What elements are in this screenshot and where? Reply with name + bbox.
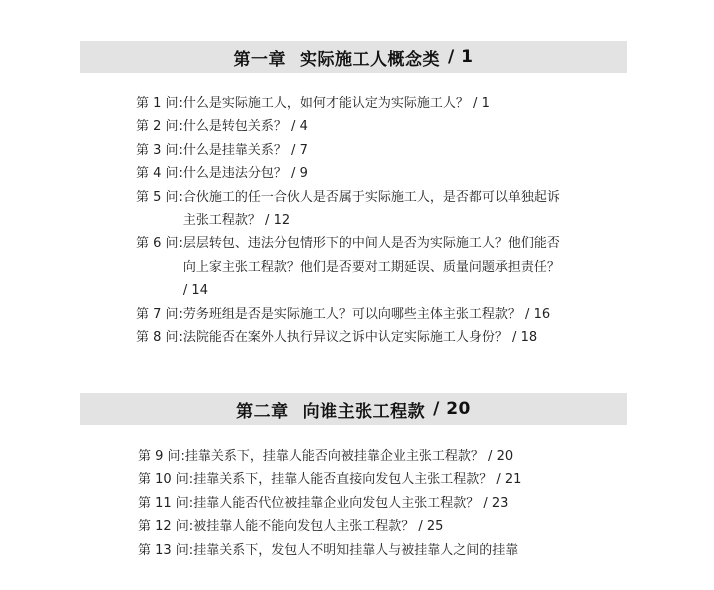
- toc-entry-number: 第 10 问:: [138, 472, 194, 488]
- toc-entry-text: 层层转包、违法分包情形下的中间人是否为实际施工人？他们能否向上家主张工程款？他们是否要对工期延误、质量问题承担责任？ / 14: [182, 236, 560, 299]
- chapter-1-prefix: 第一章: [233, 49, 287, 70]
- toc-entry-q10[interactable]: [138, 468, 598, 491]
- toc-entry-number: 第 4 问:: [136, 166, 183, 182]
- toc-entry-q2[interactable]: [136, 115, 596, 138]
- toc-entry-q13[interactable]: [138, 539, 598, 562]
- toc-entry-number: 第 13 问:: [138, 542, 194, 558]
- toc-entry-q11[interactable]: [138, 492, 598, 515]
- toc-entry-text: 法院能否在案外人执行异议之诉中认定实际施工人身份？ / 18: [182, 330, 538, 346]
- toc-entry-text: 什么是挂靠关系？ / 7: [182, 142, 308, 158]
- chapter-2-page: / 20: [433, 399, 471, 419]
- toc-entry-text: 劳务班组是否是实际施工人？可以向哪些主体主张工程款？ / 16: [182, 306, 551, 322]
- toc-entry-number: 第 12 问:: [138, 519, 194, 535]
- toc-entry-number: 第 8 问:: [136, 330, 183, 346]
- chapter-1-title: 实际施工人概念类: [300, 49, 441, 70]
- toc-entry-q4[interactable]: [136, 162, 596, 185]
- chapter-2-prefix: 第二章: [236, 401, 289, 422]
- chapter-1-page: / 1: [448, 47, 474, 67]
- toc-entry-number: 第 2 问:: [136, 119, 183, 135]
- toc-entry-text: 挂靠关系下，发包人不明知挂靠人与被挂靠人之间的挂靠: [193, 542, 519, 558]
- toc-entry-q8[interactable]: [136, 326, 596, 349]
- toc-entry-text: 被挂靠人能不能向发包人主张工程款？ / 25: [193, 519, 444, 535]
- toc-entry-text: 什么是转包关系？ / 4: [182, 119, 308, 135]
- toc-entry-number: 第 3 问:: [136, 142, 183, 158]
- toc-entry-text: 什么是违法分包？ / 9: [182, 166, 308, 182]
- toc-entry-number: 第 6 问:: [136, 236, 183, 252]
- toc-entry-q12[interactable]: [138, 515, 598, 538]
- toc-entry-text: 合伙施工的任一合伙人是否属于实际施工人，是否都可以单独起诉主张工程款？ / 12: [182, 189, 560, 229]
- toc-entry-number: 第 11 问:: [138, 495, 194, 511]
- toc-entry-number: 第 9 问:: [138, 449, 185, 464]
- toc-entry-q9[interactable]: [138, 445, 598, 468]
- toc-entry-q5[interactable]: [136, 186, 596, 233]
- toc-entry-number: 第 7 问:: [136, 306, 183, 322]
- toc-entry-text: 挂靠关系下，挂靠人能否直接向发包人主张工程款？ / 21: [193, 472, 522, 488]
- toc-entry-q6[interactable]: [136, 232, 596, 302]
- toc-entry-number: 第 1 问:: [136, 96, 183, 111]
- toc-entry-q3[interactable]: [136, 139, 596, 162]
- chapter-1-toc-list: [136, 92, 596, 349]
- chapter-2-toc-list: [138, 445, 598, 562]
- chapter-1-header: [80, 41, 627, 73]
- toc-entry-q7[interactable]: [136, 303, 596, 326]
- chapter-2-title: 向谁主张工程款: [302, 401, 426, 422]
- toc-entry-text: 挂靠关系下，挂靠人能否向被挂靠企业主张工程款？ / 20: [184, 449, 514, 464]
- toc-entry-number: 第 5 问:: [136, 189, 183, 205]
- toc-entry-q1[interactable]: [136, 92, 596, 115]
- toc-entry-text: 挂靠人能否代位被挂靠企业向发包人主张工程款？ / 23: [193, 495, 509, 511]
- chapter-2-header: [80, 393, 627, 425]
- toc-entry-text: 什么是实际施工人，如何才能认定为实际施工人？ / 1: [182, 96, 490, 111]
